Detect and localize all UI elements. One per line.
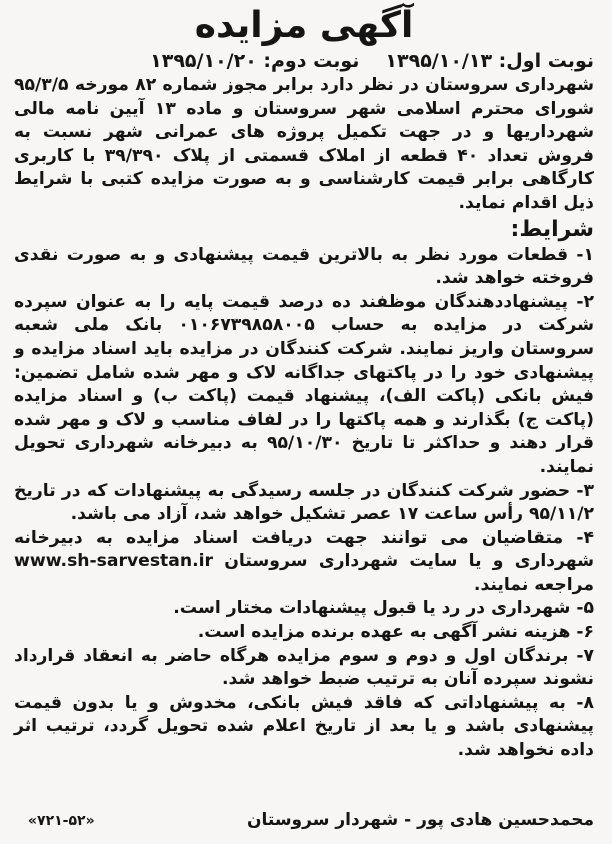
signature: محمدحسین هادی پور - شهردار سروستان <box>247 810 594 830</box>
intro-paragraph: شهرداری سروستان در نظر دارد برابر مجوز شماره ۸۲ مورخه ۹۵/۳/۵ شورای محترم اسلامی شهر سروستان و ماده ۱۳ آیین نامه مالی شهرداریها و در جهت تکمیل پروژه های عمرانی شهر نسبت به فروش تعداد ۴۰ قطعه از املاک قسمتی از پلاک ۳۹/۳۹۰ با کاربری کارگاهی برابر قیمت کارشناسی و به صورت مزایده کتبی با شرایط ذیل اقدام نماید. <box>14 75 594 213</box>
notice-title: آگهی مزایده <box>194 5 414 46</box>
condition-item: ۳- حضور شرکت کنندگان در جلسه رسیدگی به پیشنهادات که در تاریخ ۹۵/۱۱/۲ رأس ساعت ۱۷ عصر تشکیل خواهد شد، آزاد می باشد. <box>14 480 594 525</box>
condition-item: ۴- متقاضیان می توانند جهت دریافت اسناد مزایده به دبیرخانه شهرداری و یا سایت شهرداری سروستان www.sh-sarvestan.ir مراجعه نمایند. <box>14 527 594 595</box>
condition-item: ۸- به پیشنهاداتی که فاقد فیش بانکی، مخدوش و یا بدون قیمت پیشنهادی باشد و یا بعد از تاریخ اعلام شده تحویل گردد، ترتیب اثر داده نخواهد شد. <box>14 692 594 761</box>
notice-footer <box>28 810 594 830</box>
first-notice-date: نوبت اول: ۱۳۹۵/۱۰/۱۳ <box>385 50 594 72</box>
condition-item: ۱- قطعات مورد نظر به بالاترین قیمت پیشنهادی و به صورت نقدی فروخته خواهد شد. <box>14 244 594 289</box>
condition-item: ۵- شهرداری در رد یا قبول پیشنهادات مختار است. <box>173 598 594 619</box>
condition-item: ۲- پیشنهاددهندگان موظفند ده درصد قیمت پایه را به عنوان سپرده شرکت در مزایده به حساب ۰۱۰۶۷۳۹۸۵۸۰۰۵ بانک ملی شعبه سروستان واریز نمایند. شرکت کنندگان در مزایده باید اسناد مزایده و پیشنهادی خود را در پاکتهای جداگانه لاک و مهر شده شامل تضمین: فیش بانکی (پاکت الف)، پیشنهاد قیمت (پاکت ب) و اسناد مزایده (پاکت ج) بگذارند و همه پاکتها را در لفاف مناسب و لاک و مهر شده قرار دهند و حداکثر تا تاریخ ۹۵/۱۰/۳۰ به دبیرخانه شهرداری تحویل نمایند. <box>14 291 594 477</box>
notice-code: «۷۲۱-۵۲» <box>28 813 95 829</box>
conditions-heading: شرایط: <box>510 216 594 242</box>
second-notice-date: نوبت دوم: ۱۳۹۵/۱۰/۲۰ <box>150 50 360 72</box>
condition-item: ۷- برندگان اول و دوم و سوم مزایده هرگاه حاضر به انعقاد قرارداد نشوند سپرده آنان به ترتیب ضبط خواهد شد. <box>14 645 594 690</box>
notice-dates <box>14 48 594 74</box>
condition-item: ۶- هزینه نشر آگهی به عهده برنده مزایده است. <box>197 622 594 643</box>
